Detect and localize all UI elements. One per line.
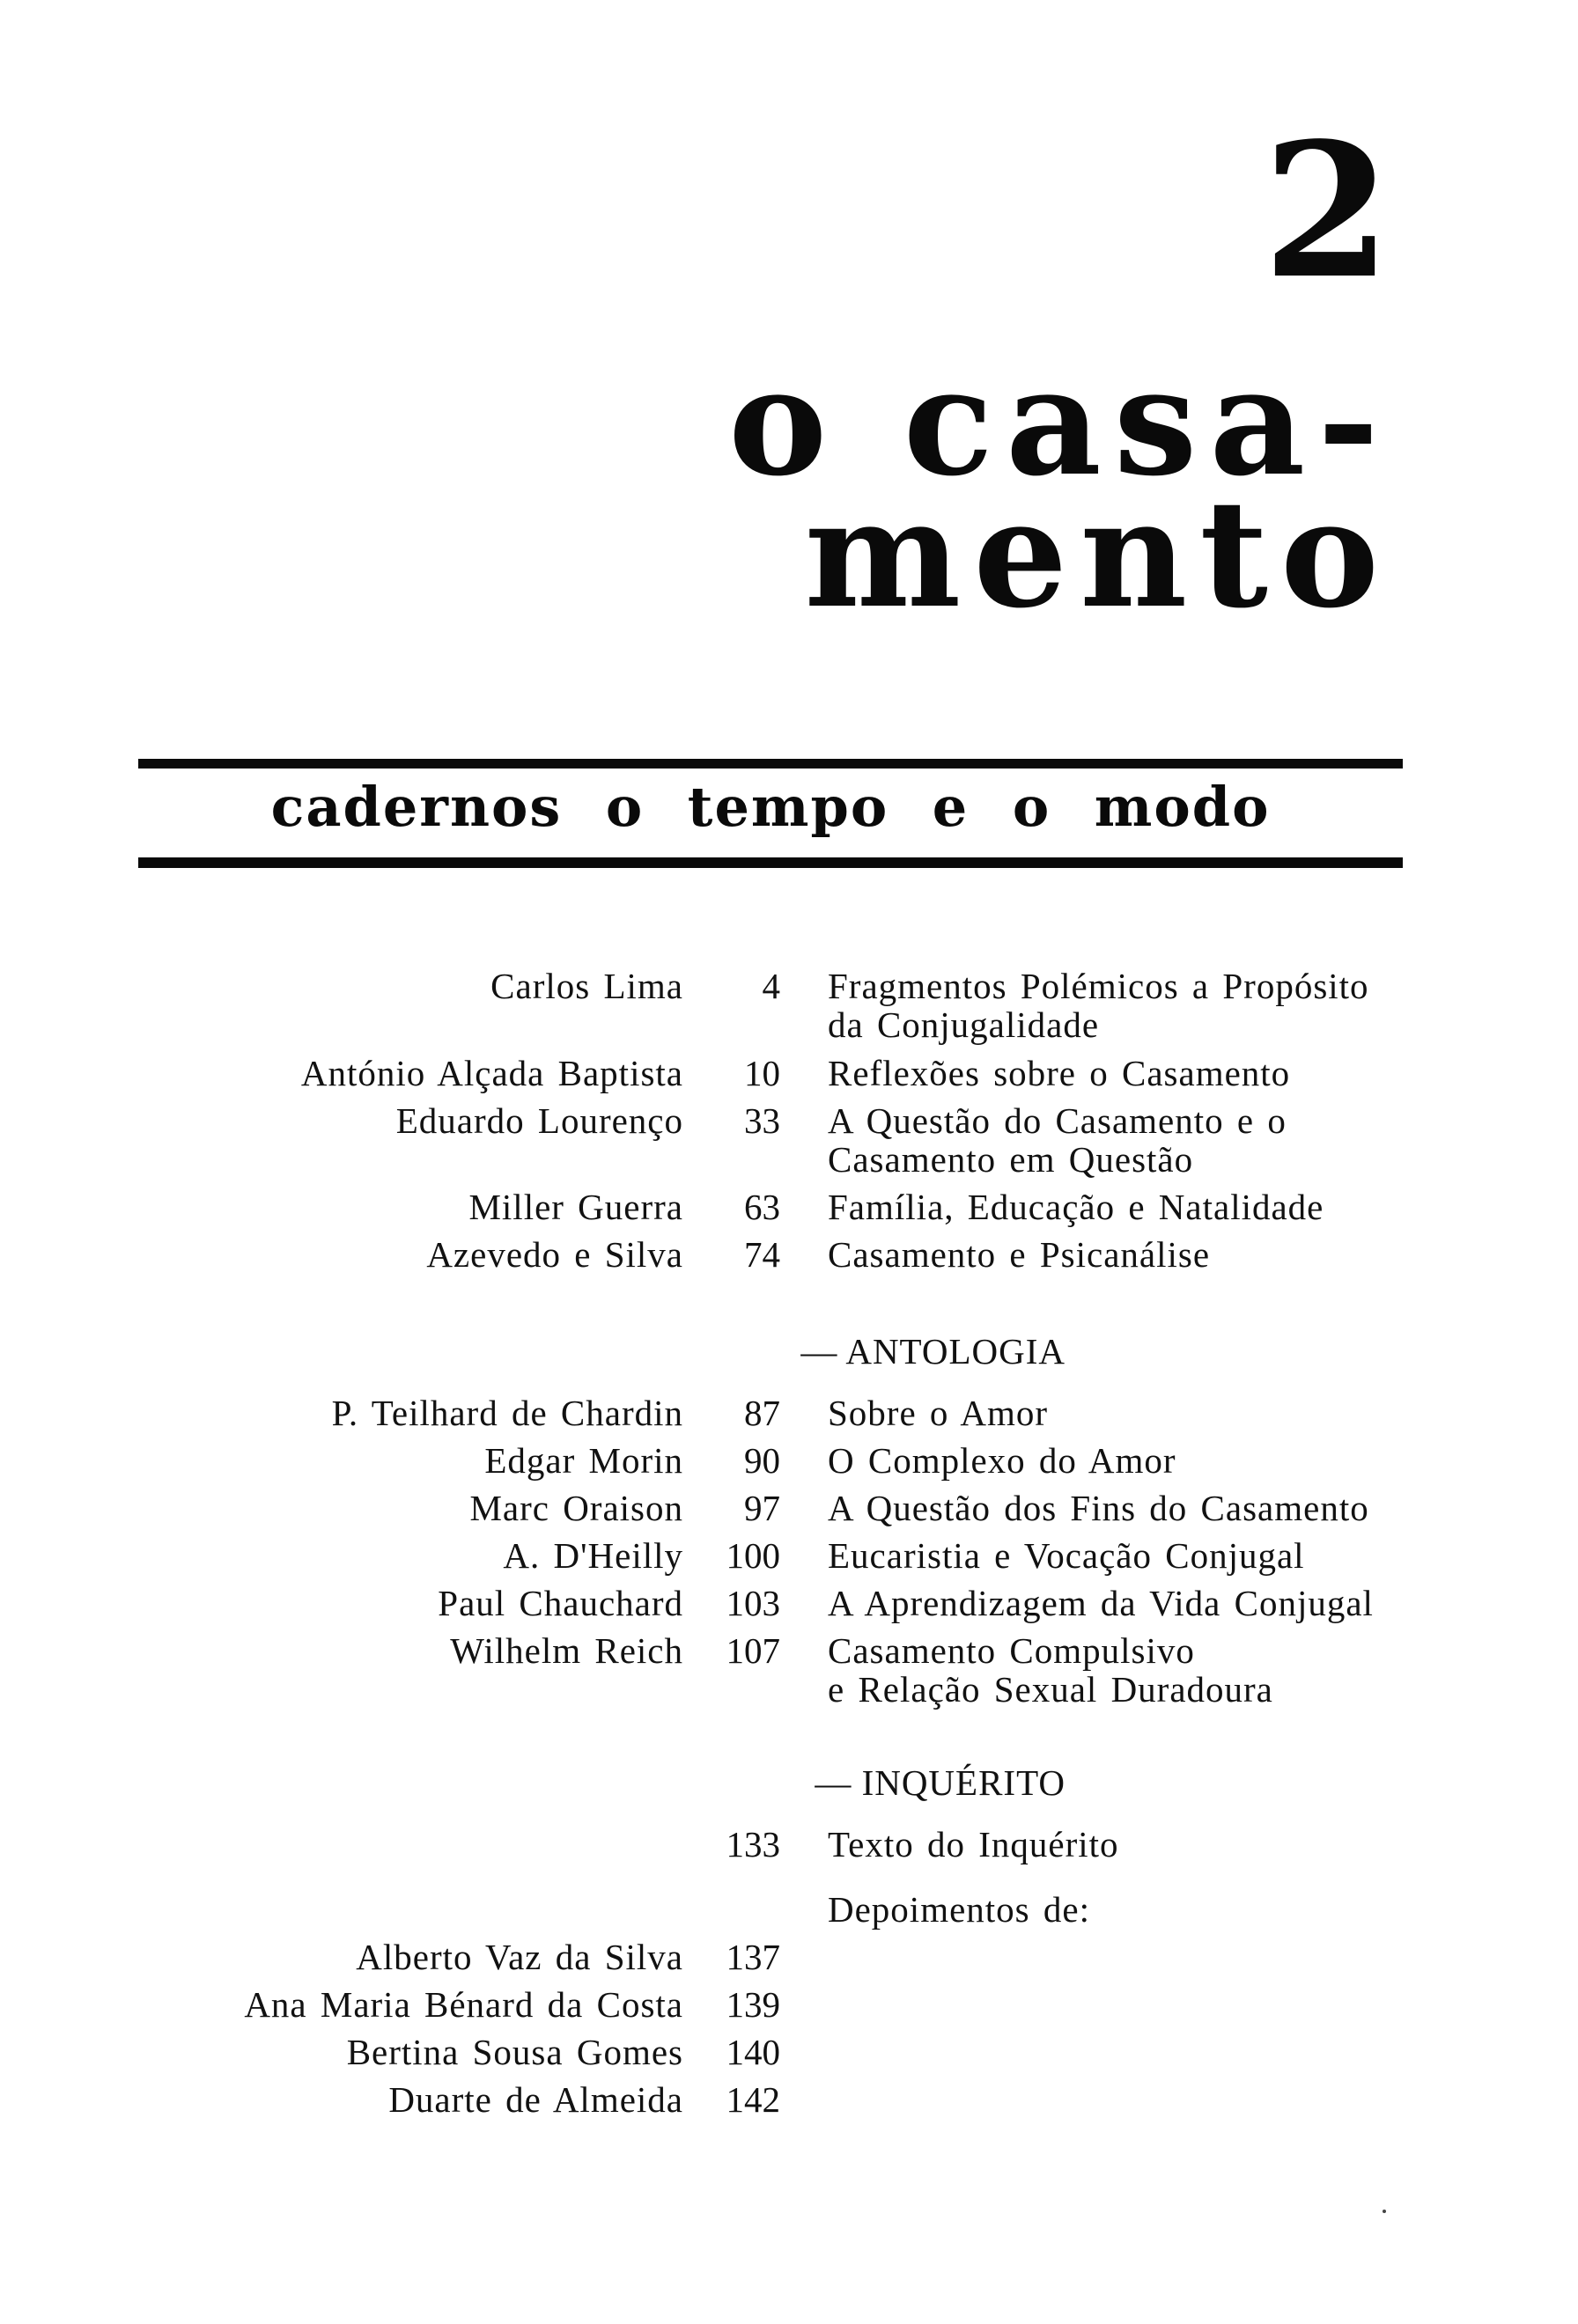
toc-title: Depoimentos de: (828, 1889, 1090, 1930)
toc-title: Família, Educação e Natalidade (828, 1187, 1324, 1227)
title-line-2: mento (804, 467, 1391, 641)
toc-page: 74 (744, 1234, 780, 1275)
toc-title: Eucaristia e Vocação Conjugal (828, 1535, 1305, 1576)
toc-author: A. D'Heilly (503, 1535, 683, 1576)
toc-row (0, 2076, 1578, 2129)
toc-row (0, 1484, 1578, 1537)
series-title: cadernos o tempo e o modo (270, 775, 1271, 839)
toc-page: 100 (726, 1535, 780, 1576)
toc-title: Casamento e Psicanálise (828, 1234, 1211, 1275)
section-heading-row (0, 1327, 1578, 1380)
toc-row (0, 1933, 1578, 1986)
toc-row (0, 1437, 1578, 1489)
toc-page: 90 (744, 1440, 780, 1481)
toc-page: 140 (726, 2032, 780, 2072)
section-heading-inquerito: — INQUÉRITO (815, 1762, 1066, 1803)
toc-title-continuation: Casamento em Questão (828, 1139, 1194, 1180)
toc-row (0, 1532, 1578, 1585)
toc-author: Carlos Lima (490, 966, 683, 1006)
toc-title: Casamento Compulsivo (828, 1630, 1195, 1671)
toc-page: 133 (726, 1824, 780, 1864)
toc-title: A Aprendizagem da Vida Conjugal (828, 1583, 1374, 1623)
toc-author: Eduardo Lourenço (395, 1100, 683, 1141)
title-line-1: o casa- (728, 335, 1391, 509)
section-heading-row (0, 1759, 1578, 1812)
toc-row (0, 1049, 1578, 1102)
toc-row (0, 1231, 1578, 1283)
toc-author: Edgar Morin (484, 1440, 683, 1481)
toc-author: Bertina Sousa Gomes (346, 2032, 683, 2072)
toc-title: Fragmentos Polémicos a Propósito (828, 966, 1369, 1006)
toc-row-continuation (0, 1001, 1578, 1054)
toc-page: 137 (726, 1937, 780, 1977)
toc-page: 87 (744, 1393, 780, 1433)
issue-number: 2 (1262, 102, 1391, 320)
section-heading-antologia: — ANTOLOGIA (800, 1331, 1066, 1372)
toc-row (0, 1389, 1578, 1442)
toc-page: 97 (744, 1488, 780, 1528)
toc-title-continuation: e Relação Sexual Duradoura (828, 1669, 1273, 1710)
toc-page: 33 (744, 1100, 780, 1141)
toc-row-continuation (0, 1136, 1578, 1188)
toc-row (0, 1886, 1578, 1938)
toc-author: Marc Oraison (469, 1488, 683, 1528)
toc-title-continuation: da Conjugalidade (828, 1004, 1100, 1045)
paper-speck (1383, 2210, 1386, 2213)
toc-title: Texto do Inquérito (828, 1824, 1119, 1864)
toc-page: 4 (762, 966, 780, 1006)
toc-page: 139 (726, 1984, 780, 2025)
toc-row (0, 2028, 1578, 2081)
toc-page: 10 (744, 1053, 780, 1093)
toc-author: P. Teilhard de Chardin (331, 1393, 683, 1433)
toc-author: Miller Guerra (468, 1187, 683, 1227)
toc-title: O Complexo do Amor (828, 1440, 1176, 1481)
toc-author: Wilhelm Reich (450, 1630, 683, 1671)
toc-page: 63 (744, 1187, 780, 1227)
toc-title: A Questão dos Fins do Casamento (828, 1488, 1369, 1528)
toc-page: 103 (726, 1583, 780, 1623)
toc-page: 107 (726, 1630, 780, 1671)
toc-row (0, 1183, 1578, 1236)
toc-row-continuation (0, 1666, 1578, 1718)
toc-author: António Alçada Baptista (300, 1053, 683, 1093)
toc-author: Azevedo e Silva (426, 1234, 683, 1275)
toc-author: Alberto Vaz da Silva (356, 1937, 683, 1977)
toc-title: Reflexões sobre o Casamento (828, 1053, 1291, 1093)
toc-page: 142 (726, 2079, 780, 2120)
toc-title: Sobre o Amor (828, 1393, 1049, 1433)
toc-row (0, 1981, 1578, 2034)
toc-title: A Questão do Casamento e o (828, 1100, 1287, 1141)
toc-author: Paul Chauchard (438, 1583, 683, 1623)
toc-row (0, 1579, 1578, 1632)
toc-row (0, 1820, 1578, 1873)
toc-author: Duarte de Almeida (388, 2079, 683, 2120)
toc-author: Ana Maria Bénard da Costa (244, 1984, 683, 2025)
